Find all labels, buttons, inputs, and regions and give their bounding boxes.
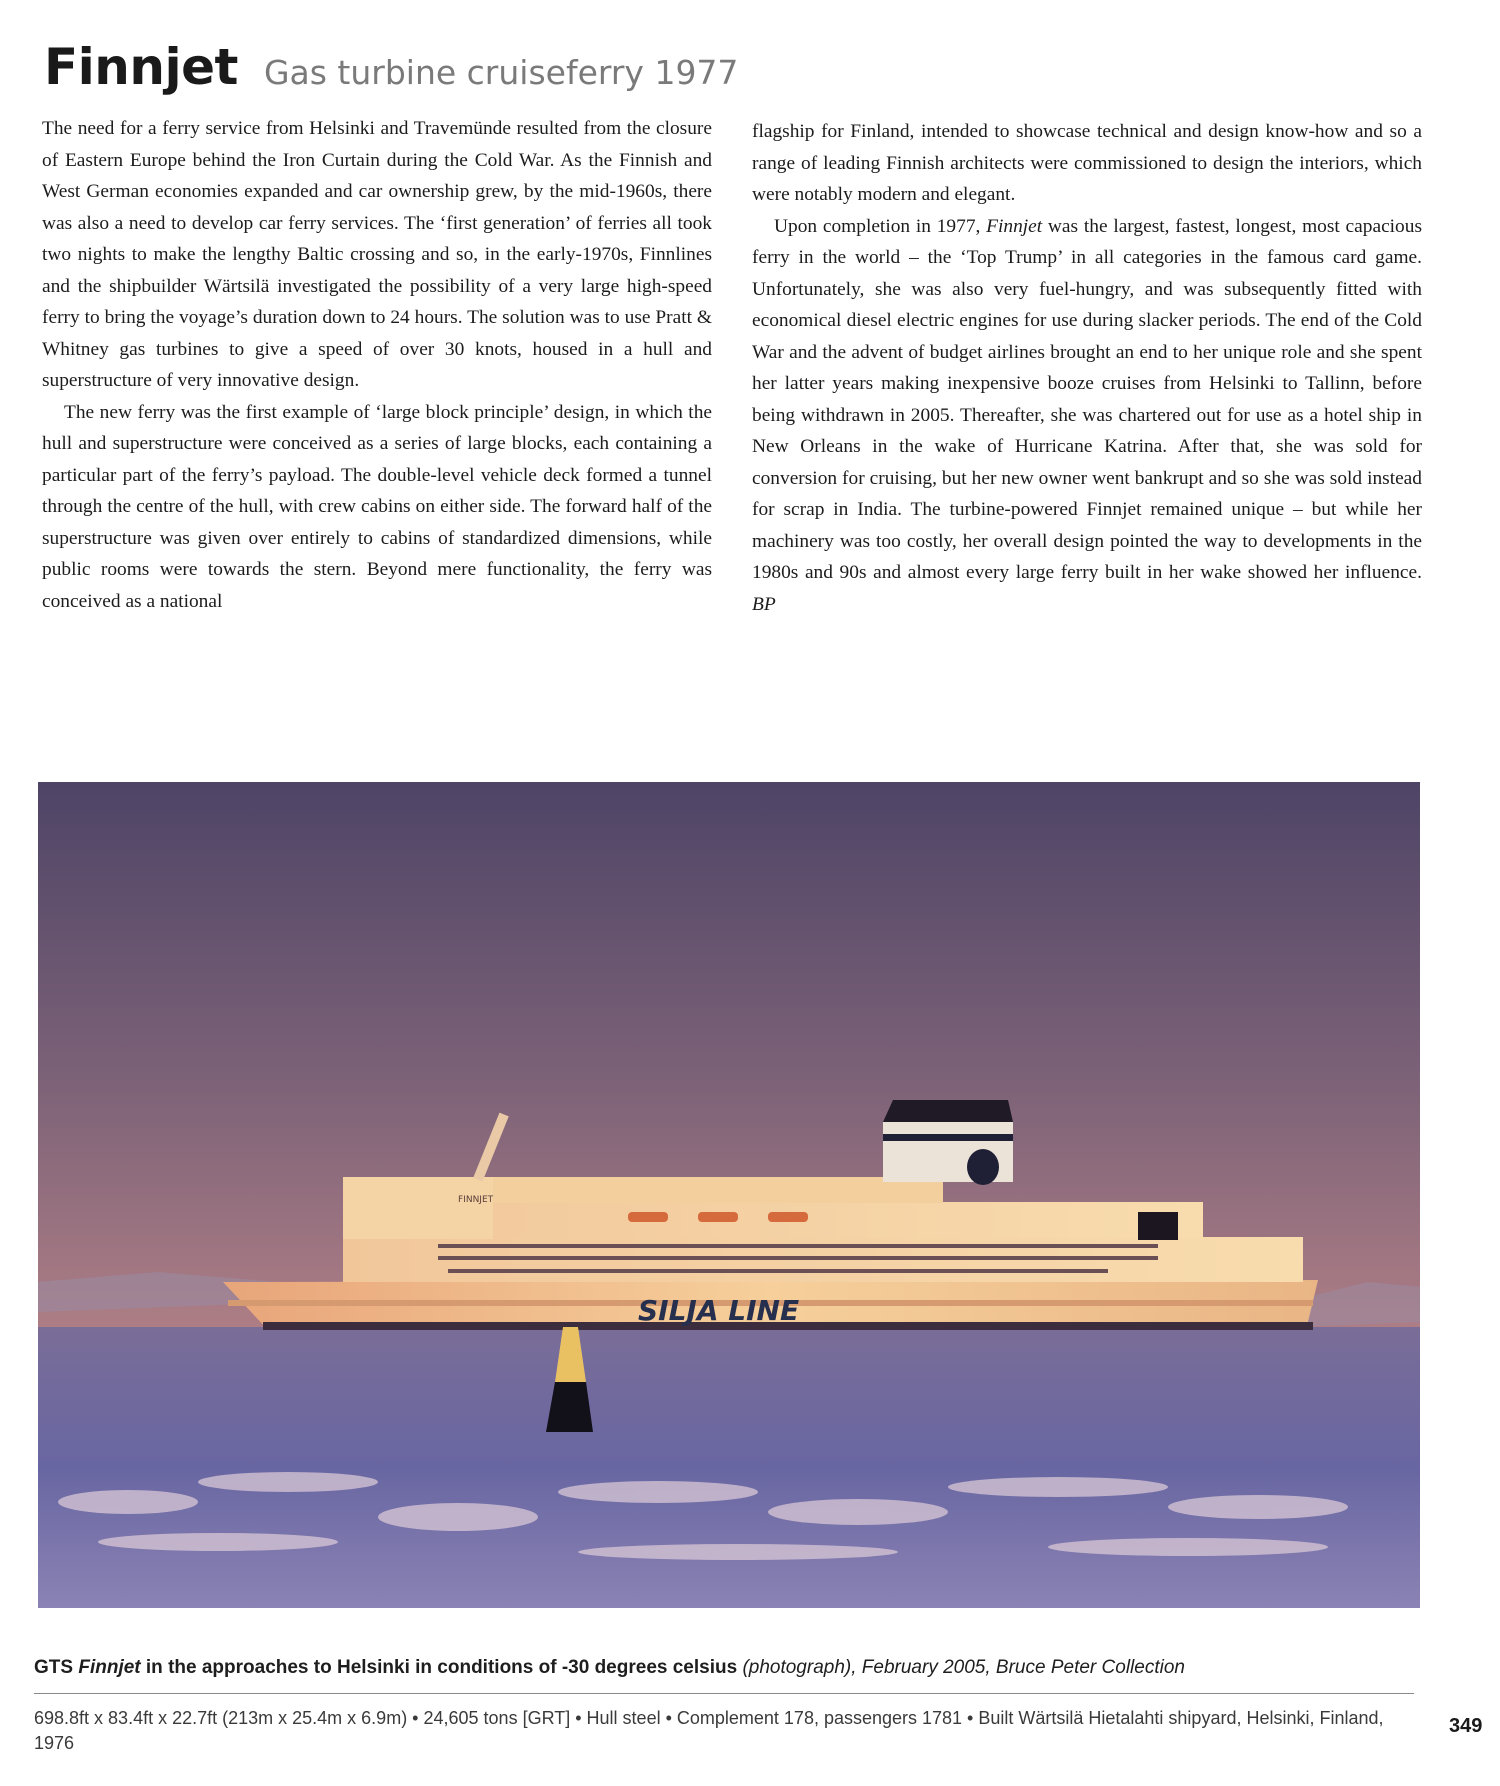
ice-floe — [1168, 1495, 1348, 1519]
photo-caption — [34, 1657, 1414, 1679]
text-run: was the largest, fastest, longest, most capacious ferry in the world – the ‘Top Trump’ in all categories in the famous card game. Unfortunately, she was also very fuel-hungry, and was subsequently fitted with economical diesel electric engines for use during slacker periods. The end of the Cold War and the advent of budget airlines brought an end to her unique role and she spent her latter years making inexpensive booze cruises from Helsinki to Tallinn, before being withdrawn in 2005. Thereafter, she was chartered out for use as a hotel ship in New Orleans in the wake of Hurricane Katrina. After that, she was sold for conversion for cruising, but her new owner went bankrupt and so she was sold instead for scrap in India. The turbine-powered Finnjet remained unique – but while her machinery was too costly, her overall design pointed the way to developments in the 1980s and 90s and almost every large ferry built in her wake showed her influence. — [752, 215, 1422, 583]
bridge-name-text: FINNJET — [458, 1195, 494, 1205]
window-row-2 — [438, 1256, 1158, 1260]
ice-floe — [558, 1481, 758, 1503]
ice-floe — [768, 1499, 948, 1525]
page-header — [44, 38, 738, 96]
body-paragraph: The new ferry was the first example of ‘large block principle’ design, in which the hull and superstructure were conceived as a series of large blocks, each containing a particular part of the ferry’s payload. The double-level vehicle deck formed a tunnel through the centre of the hull, with crew cabins on either side. The forward half of the superstructure was given over entirely to cabins of standardized dimensions, while public rooms were towards the stern. Beyond mere functionality, the ferry was conceived as a national — [42, 401, 712, 612]
ship-specifications: 698.8ft x 83.4ft x 22.7ft (213m x 25.4m x 6.9m) • 24,605 tons [GRT] • Hull steel • Complement 178, passengers 1781 • Built Wärtsilä Hietalahti shipyard, Helsinki, Finland, 1976 — [34, 1708, 1384, 1753]
body-paragraph: The need for a ferry service from Helsinki and Travemünde resulted from the closure of Eastern Europe behind the Iron Curtain during the Cold War. As the Finnish and West German economies expanded and car ownership grew, by the mid-1960s, there was also a need to develop car ferry services. The ‘first generation’ of ferries all took two nights to make the lengthy Baltic crossing and so, in the early-1970s, Finnlines and the shipbuilder Wärtsilä investigated the possibility of a very large high-speed ferry to bring the voyage’s duration down to 24 hours. The solution was to use Pratt & Whitney gas turbines to give a speed of over 30 knots, housed in a hull and superstructure of very innovative design. — [42, 118, 712, 391]
lifeboats — [628, 1212, 808, 1222]
bridge-deck — [343, 1177, 493, 1239]
author-signature: BP — [752, 593, 776, 615]
page-number: 349 — [1449, 1715, 1483, 1737]
hull-livery-text: SILJA LINE — [638, 1294, 800, 1327]
ice-floe — [378, 1503, 538, 1531]
ice-floe — [578, 1544, 898, 1560]
funnel-top — [883, 1100, 1013, 1122]
ship-name-italic: Finnjet — [986, 215, 1043, 237]
page-title: Finnjet — [44, 38, 238, 96]
ferry-photograph — [38, 782, 1420, 1608]
stern-block — [1138, 1212, 1178, 1240]
ice-floe — [948, 1477, 1168, 1497]
ice-floe — [198, 1472, 378, 1492]
caption-divider — [34, 1693, 1414, 1694]
ice-floe — [58, 1490, 198, 1514]
body-paragraph — [752, 211, 1422, 621]
window-row-3 — [448, 1269, 1108, 1273]
ice-floe — [1048, 1538, 1328, 1556]
ice-floe — [98, 1533, 338, 1551]
lifeboat — [628, 1212, 668, 1222]
text-run: Upon completion in 1977, — [774, 215, 987, 237]
page-subtitle: Gas turbine cruiseferry 1977 — [263, 53, 739, 92]
funnel-stripe — [883, 1134, 1013, 1141]
caption-prefix: GTS — [34, 1657, 79, 1678]
text-column-right — [752, 116, 1422, 620]
lifeboat — [698, 1212, 738, 1222]
frozen-sea — [38, 1327, 1420, 1608]
photo-illustration — [38, 782, 1420, 1608]
text-column-left — [42, 113, 712, 617]
lifeboat — [768, 1212, 808, 1222]
window-row-1 — [438, 1244, 1158, 1248]
caption-credit: (photograph), February 2005, Bruce Peter Collection — [742, 1657, 1185, 1678]
funnel-seal-logo — [967, 1149, 999, 1185]
caption-description: in the approaches to Helsinki in conditions of -30 degrees celsius — [140, 1657, 743, 1678]
caption-ship-name: Finnjet — [78, 1657, 141, 1678]
body-paragraph: flagship for Finland, intended to showcase technical and design know-how and so a range of leading Finnish architects were commissioned to design the interiors, which were notably modern and elegant. — [752, 121, 1422, 205]
